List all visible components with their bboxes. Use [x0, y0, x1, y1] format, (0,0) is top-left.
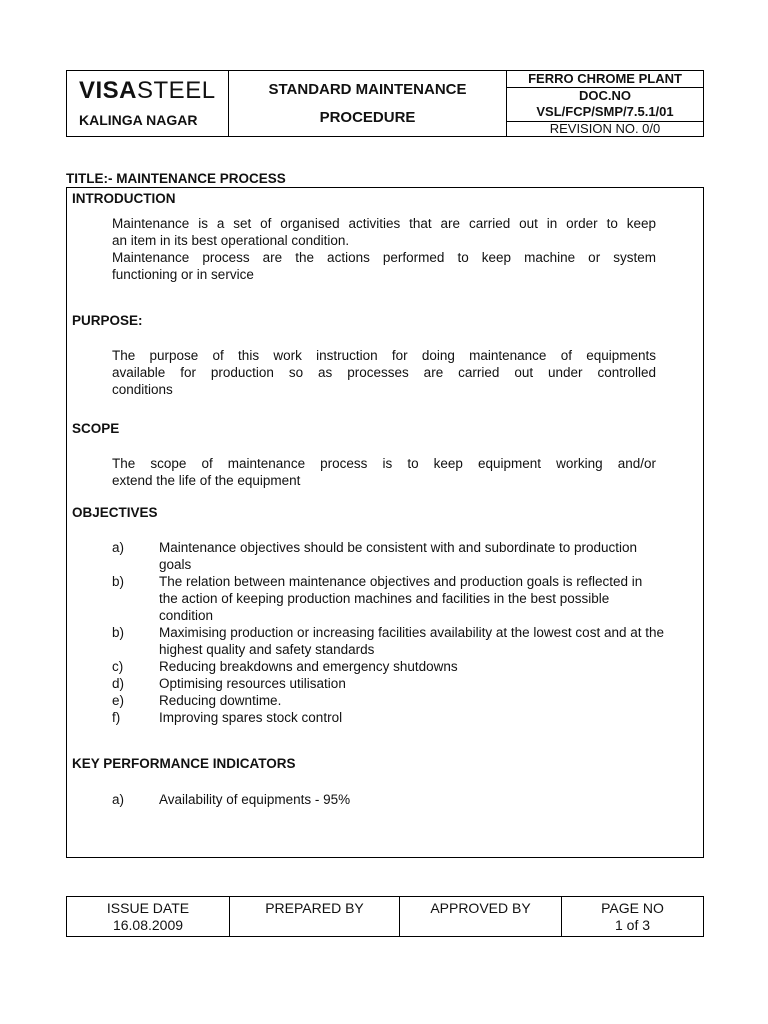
prepared-by-cell: [230, 897, 400, 936]
document-footer: [66, 896, 704, 937]
item-label: f): [112, 710, 121, 725]
issue-date-value: 16.08.2009: [112, 917, 184, 933]
doc-number-label: DOC.NO: [579, 88, 631, 103]
heading-introduction: INTRODUCTION: [72, 191, 176, 206]
page-no-cell: [562, 897, 703, 936]
plant-name: FERRO CHROME PLANT: [507, 71, 703, 88]
item-text: Reducing downtime.: [159, 693, 282, 708]
text-line: available for production so as processes are carried out under controlled: [112, 365, 656, 380]
heading-objectives: OBJECTIVES: [72, 505, 158, 520]
text-line: an item in its best operational condition.: [112, 233, 350, 248]
introduction-text: [112, 215, 656, 283]
revision-number: REVISION NO. 0/0: [549, 121, 661, 136]
heading-purpose: PURPOSE:: [72, 313, 143, 328]
item-label: c): [112, 659, 124, 674]
item-text: Maintenance objectives should be consistent with and subordinate to production goals: [159, 540, 638, 572]
text-line: functioning or in service: [112, 267, 254, 282]
location-label: KALINGA NAGAR: [79, 112, 198, 128]
item-label: d): [112, 676, 125, 691]
doc-info-cell: [507, 71, 703, 136]
page-no-value: 1 of 3: [614, 917, 651, 933]
issue-date-label: ISSUE DATE: [106, 900, 190, 916]
item-text: Improving spares stock control: [159, 710, 343, 725]
text-line: conditions: [112, 382, 173, 397]
header-title-line2: PROCEDURE: [319, 109, 416, 126]
text-line: Maintenance is a set of organised activities that are carried out in order to keep: [112, 216, 656, 231]
text-line: The scope of maintenance process is to keep equipment working and/or: [112, 456, 656, 471]
issue-date-cell: [67, 897, 230, 936]
item-label: b): [112, 625, 125, 640]
approved-by-cell: [400, 897, 562, 936]
item-label: e): [112, 693, 125, 708]
document-title: TITLE:- MAINTENANCE PROCESS: [66, 171, 286, 186]
text-line: The purpose of this work instruction for doing maintenance of equipments: [112, 348, 656, 363]
item-text: Optimising resources utilisation: [159, 676, 346, 691]
item-label: a): [112, 540, 125, 555]
heading-scope: SCOPE: [72, 421, 120, 436]
document-body: [66, 187, 704, 858]
item-text: Maximising production or increasing facilities availability at the lowest cost and at the highest quality and safety standards: [159, 625, 664, 657]
scope-text: [112, 455, 656, 489]
doc-number-value: VSL/FCP/SMP/7.5.1/01: [536, 104, 674, 119]
item-label: b): [112, 574, 125, 589]
company-logo: VISASTEEL: [79, 77, 216, 104]
item-text: Reducing breakdowns and emergency shutdowns: [159, 659, 458, 674]
item-text: The relation between maintenance objectives and production goals is reflected in the action of keeping production machines and facilities in the best possible condition: [159, 574, 643, 623]
item-text: Availability of equipments - 95%: [159, 792, 351, 807]
purpose-text: [112, 347, 656, 398]
text-line: Maintenance process are the actions performed to keep machine or system: [112, 250, 656, 265]
approved-by-label: APPROVED BY: [430, 900, 531, 916]
header-title-line1: STANDARD MAINTENANCE: [268, 81, 467, 98]
doc-number: [507, 88, 703, 122]
text-line: extend the life of the equipment: [112, 473, 301, 488]
page-no-label: PAGE NO: [601, 900, 664, 916]
heading-kpi: KEY PERFORMANCE INDICATORS: [72, 756, 296, 771]
document-header: [66, 70, 704, 137]
logo-cell: [67, 71, 229, 136]
prepared-by-label: PREPARED BY: [265, 900, 364, 916]
title-cell: [229, 71, 507, 136]
item-label: a): [112, 792, 125, 807]
